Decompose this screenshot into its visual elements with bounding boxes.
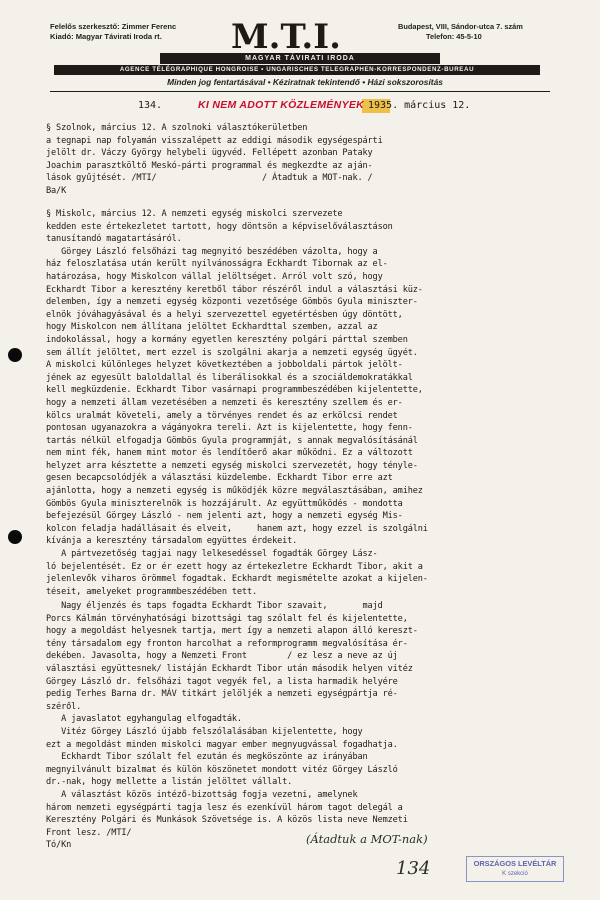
typed-line: § Szolnok, március 12. A szolnoki választókerületben	[46, 123, 308, 133]
handwritten-note: (Átadtuk a MOT-nak)	[306, 832, 428, 846]
archive-stamp-title: ORSZÁGOS LEVÉLTÁR	[473, 859, 557, 868]
typed-line: lások gyűjtését. /MTI/ / Átadtuk a MOT-nak. /	[46, 173, 373, 184]
typed-line: hogy Miskolcon nem állítana jelöltet Eckhardttal szemben, azzal az	[46, 322, 378, 333]
punch-hole-top	[8, 348, 22, 362]
typed-line: kell megküzdenie. Eckhardt Tibor vasárnapi programmbeszédében kijelentette,	[46, 385, 423, 396]
typed-line: nem mint fék, hanem mint motor és lendítőerő akar működni. Ez a változott	[46, 448, 413, 459]
typed-line: delemben, így a nemzeti egység központi vezetősége Gömbös Gyula miniszter-	[46, 297, 418, 308]
typed-line: három nemzeti egységpárti tagja lesz és ezenkívül három tagot delegál a	[46, 802, 403, 813]
typed-line: Ba/K	[46, 185, 67, 196]
handwritten-page-number: 134	[396, 858, 431, 879]
typed-line: tartás nélkül elfogadja Gömbös Gyula programmját, s annak megvalósításánál	[46, 435, 418, 446]
typed-line: ház feloszlatása után került nyilvánosságra Eckhardt Tibornak az el-	[46, 259, 388, 270]
typed-line: kívánja a keresztény társadalom együttes érdekeit.	[46, 536, 298, 547]
typed-line: Gömbös Gyula miniszterelnök is hozzájárult. Az együttműködés - mondotta	[46, 498, 403, 509]
editor-line: Felelős szerkesztő: Zimmer Ferenc	[50, 22, 177, 31]
typed-line: hogy a nemzeti állam vezetésében a nemzeti és keresztény szellem és er-	[46, 397, 403, 408]
archive-stamp	[466, 856, 564, 882]
article-miskolc	[46, 208, 428, 598]
typed-line: kolcon feladja hadállásait és elveit, hanem azt, hogy ezzel is szolgálni	[46, 523, 428, 534]
typed-line: sem állít jelöltet, mert ezzel is szolgálni akarja a nemzeti egység ügyét.	[46, 347, 418, 358]
typed-line: Görgey László dr. felsőházi tagot vegyék fel, a lista harmadik helyére	[46, 676, 398, 687]
typed-line: jelenlevők viharos örömmel fogadtak. Eckhardt megismételte azokat a kijelen-	[46, 574, 428, 585]
publisher-line: Kiadó: Magyar Távirati Iroda rt.	[50, 32, 162, 41]
header-rule	[50, 91, 550, 92]
typed-line: Front lesz. /MTI/	[46, 827, 132, 838]
typed-line: választási együttesnek/ listáján Eckhardt Tibor után második helyen vitéz	[46, 663, 413, 674]
typed-line: jének az egyesült baloldallal és liberálisokkal és a szociáldemokratákkal	[46, 372, 413, 383]
typed-line: kedden este értekezletet tartott, hogy döntsön a képviselőválasztáson	[46, 221, 393, 232]
typed-line: ló bejelentését. Ez or ér ezett hogy az értekezletre Eckhardt Tibor, akit a	[46, 561, 423, 572]
typed-line: Vitéz Görgey László újabb felszólalásában kijelentette, hogy	[61, 726, 363, 737]
typed-line: tény társadalom egy fronton harcolhat a reformprogramm megvalósítása ér-	[46, 638, 408, 649]
letterhead-tagline: Minden jog fentartásával • Kéziratnak tekintendő • Házi sokszorosítás	[167, 77, 443, 87]
typed-line: dekében. Javasolta, hogy a Nemzeti Front / ez lesz a neve az új	[46, 651, 398, 662]
article-szolnok	[46, 122, 383, 198]
phone-line: Telefon: 45-5-10	[426, 32, 482, 41]
mti-logo	[186, 20, 386, 50]
typed-line: befejezésül Görgey László - nem jelenti azt, hogy a nemzeti egység Mis-	[46, 511, 403, 522]
typed-line: ajánlotta, hogy a nemzeti egység is működjék közre megválasztásában, amihez	[46, 486, 423, 497]
typed-line: Keresztény Polgári és Munkások Szövetsége is. A közös lista neve Nemzeti	[46, 815, 408, 826]
typed-line: A pártvezetőség tagjai nagy lelkesedéssel fogadták Görgey Lász-	[61, 549, 378, 560]
typed-line: A javaslatot egyhangulag elfogadták.	[61, 714, 242, 725]
typed-line: indokolással, hogy a kormány egyetlen keresztény polgári párttal szemben	[46, 334, 408, 345]
typed-line: széről.	[46, 701, 82, 712]
typed-line: téseit, amelyeket programmbeszédében tett.	[46, 586, 258, 597]
typed-line: gesen becapcsolódjék a választási küzdelembe. Eckhardt Tibor erre azt	[46, 473, 393, 484]
letterhead-left	[50, 22, 176, 42]
archive-stamp-subtitle: K szekció	[502, 871, 528, 877]
typed-line: a tegnapi nap folyamán visszalépett az eddigi második egységespárti	[46, 135, 383, 146]
typed-line: A választást közös intéző-bizottság fogja vezetni, amelynek	[61, 789, 358, 800]
typed-line: Porcs Kálmán törvényhatósági bizottsági tag szólalt fel és kijelentette,	[46, 613, 408, 624]
typed-line: tanusítandó magatartásáról.	[46, 234, 182, 245]
typed-line: megnyilvánult bizalmat és külön köszönetet mondott vitéz Görgey László	[46, 764, 398, 775]
typed-line: elnök jóváhagyásával és a helyi szervezettel egyetértésben úgy döntött,	[46, 309, 403, 320]
typed-line: Eckhardt Tibor szólalt fel ezután és megköszönte az irányában	[61, 752, 368, 763]
typed-line: hogy a megoldást helyesnek tartja, mert így a nemzeti alapon álló kereszt-	[46, 626, 418, 637]
banner-multilingual: AGENCE TÉLÉGRAPHIQUE HONGROISE • UNGARISCHES TELEGRAPHEN-KORRESPONDENZ-BUREAU	[54, 65, 540, 75]
typed-line: pontosan ugyanazokra a vágányokra tereli. Azt is kijelentette, hogy fenn-	[46, 423, 413, 434]
typed-line: Nagy éljenzés és taps fogadta Eckhardt Tibor szavait, majd	[61, 601, 383, 611]
typed-line: határozása, hogy Miskolcon vállal jelöltséget. Arról volt szó, hogy	[46, 271, 383, 282]
mti-logo-text: M.T.I.	[231, 20, 341, 50]
typed-line: helyzet arra késztette a nemzeti egység miskolci szervezetét, hogy tényle-	[46, 460, 418, 471]
typed-line: ezt a megoldást minden miskolci magyar ember megnyugvással fogadhatja.	[46, 739, 398, 750]
typed-line: § Miskolc, március 12. A nemzeti egység miskolci szervezete	[46, 209, 343, 219]
typed-line: Tó/Kn	[46, 840, 72, 851]
typed-line: dr.-nak, hogy mellette a listán jelöltet vállalt.	[46, 777, 293, 788]
typed-line: A miskolci különleges helyzet következtében a jobboldali pártok jelölt-	[46, 360, 403, 371]
banner-hungarian: MAGYAR TÁVIRATI IRODA	[160, 53, 440, 64]
bulletin-number: 134.	[138, 100, 163, 111]
typed-line: Görgey László felsőházi tag megnyitó beszédében vázolta, hogy a	[61, 246, 378, 257]
typed-line: jelölt dr. Váczy György helybeli ügyvéd. Fellépett azonban Pataky	[46, 148, 373, 159]
bulletin-date: 1935. március 12.	[368, 100, 471, 111]
article-miskolc-continued	[46, 600, 418, 852]
not-released-stamp: KI NEM ADOTT KÖZLEMÉNYEK	[198, 99, 365, 111]
punch-hole-bottom	[8, 530, 22, 544]
typed-line: pedig Terhes Barna dr. MÁV titkárt jelöljék a nemzeti egységpártja ré-	[46, 689, 398, 700]
typed-line: kölcs uralmát követeli, amely a törvényes rendet és az erkölcsi rendet	[46, 410, 398, 421]
typed-line: Joachim parasztköltő Meskó-párti programmal és megkezdte az aján-	[46, 160, 373, 171]
letterhead-right	[398, 22, 523, 42]
address-line: Budapest, VIII, Sándor-utca 7. szám	[398, 22, 523, 31]
typed-line: Eckhardt Tibor a keresztény keretből tábor részéről indul a választási küz-	[46, 284, 423, 295]
